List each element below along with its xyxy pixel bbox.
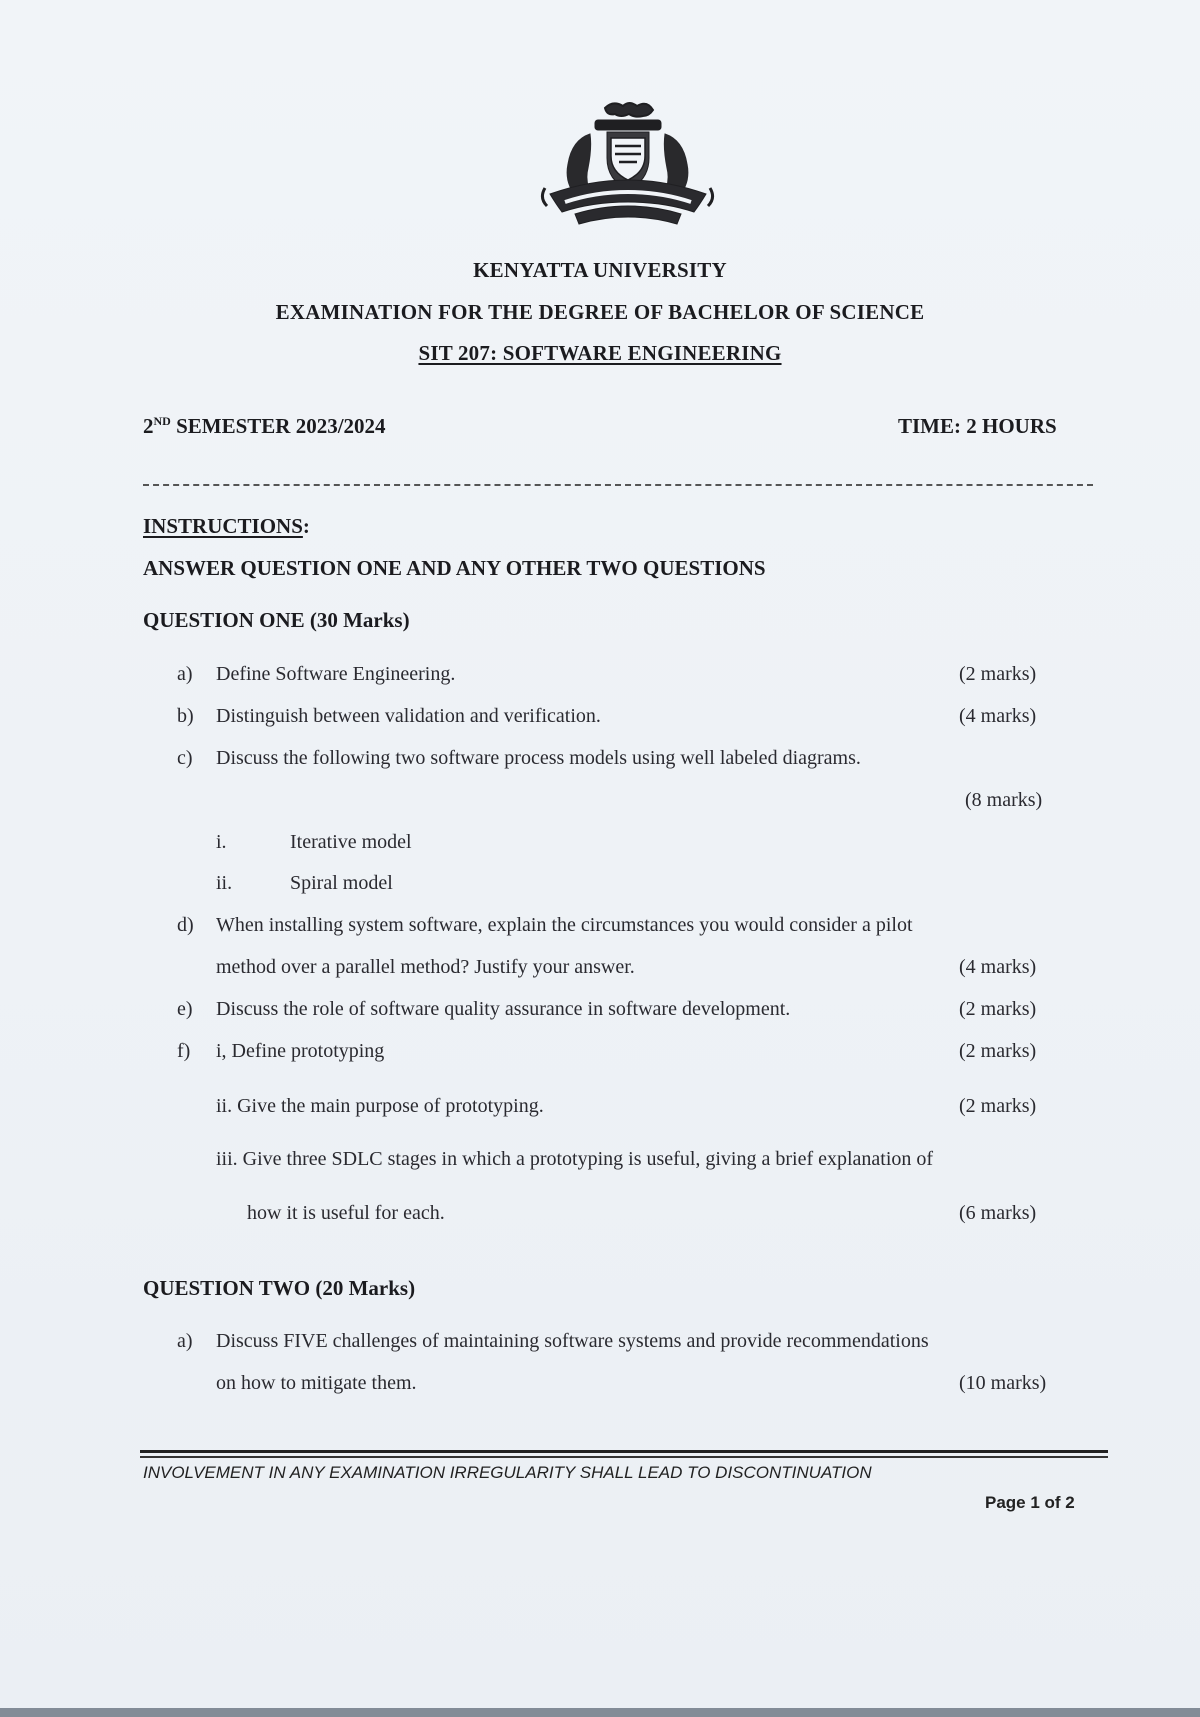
- q1f-i-text: i, Define prototyping: [216, 1040, 385, 1062]
- q1a-label: a): [177, 663, 193, 685]
- instructions-colon: :: [302, 514, 310, 538]
- course-title: [0, 341, 1200, 366]
- q1f-iii-line1: iii. Give three SDLC stages in which a prototyping is useful, giving a brief explanation of: [216, 1148, 934, 1170]
- q1d-line1: When installing system software, explain the circumstances you would consider a pilot: [216, 914, 913, 936]
- q1b-text: Distinguish between validation and verification.: [216, 705, 601, 727]
- university-name: KENYATTA UNIVERSITY: [473, 258, 727, 282]
- q2a-label: a): [177, 1330, 193, 1352]
- scan-bottom-edge: [0, 1708, 1200, 1717]
- q1c-sub2-label: ii.: [216, 872, 233, 894]
- q1f-iii-marks: (6 marks): [959, 1202, 1037, 1224]
- q1c-text: Discuss the following two software process models using well labeled diagrams.: [216, 747, 861, 769]
- instructions-heading: [143, 514, 310, 539]
- course-title-text: SIT 207: SOFTWARE ENGINEERING: [418, 341, 782, 365]
- q1f-i-marks: (2 marks): [959, 1040, 1037, 1062]
- q1a-text: Define Software Engineering.: [216, 663, 456, 685]
- exam-title: EXAMINATION FOR THE DEGREE OF BACHELOR OF SCIENCE: [275, 300, 925, 324]
- semester-suffix: ND: [153, 414, 171, 428]
- dashed-divider: [143, 484, 1093, 486]
- q1b-marks: (4 marks): [959, 705, 1037, 727]
- semester-text: SEMESTER 2023/2024: [170, 414, 386, 438]
- question-one-title: QUESTION ONE (30 Marks): [143, 608, 410, 632]
- q1d-line2: method over a parallel method? Justify your answer.: [216, 956, 635, 978]
- instructions-text: ANSWER QUESTION ONE AND ANY OTHER TWO QUESTIONS: [143, 556, 766, 580]
- q1f-ii-marks: (2 marks): [959, 1095, 1037, 1117]
- footer-rule-thin: [140, 1456, 1108, 1458]
- q1b-label: b): [177, 705, 194, 727]
- q1c-label: c): [177, 747, 193, 769]
- footer-warning: INVOLVEMENT IN ANY EXAMINATION IRREGULARITY SHALL LEAD TO DISCONTINUATION: [143, 1463, 872, 1482]
- q1c-marks: (8 marks): [965, 789, 1043, 811]
- q1f-ii-text: ii. Give the main purpose of prototyping.: [216, 1095, 544, 1117]
- semester-label: [143, 414, 386, 439]
- semester-number: 2: [143, 414, 154, 438]
- instructions-heading-text: INSTRUCTIONS: [143, 514, 303, 538]
- q2a-marks: (10 marks): [959, 1372, 1047, 1394]
- q1d-label: d): [177, 914, 194, 936]
- q1c-sub2-text: Spiral model: [290, 872, 393, 894]
- q1c-sub1-text: Iterative model: [290, 831, 412, 853]
- q1f-iii-line2: how it is useful for each.: [247, 1202, 445, 1224]
- q1f-label: f): [177, 1040, 191, 1062]
- q1e-label: e): [177, 998, 193, 1020]
- university-crest-logo: [535, 98, 720, 238]
- q1e-marks: (2 marks): [959, 998, 1037, 1020]
- page-number: Page 1 of 2: [985, 1493, 1075, 1512]
- q2a-line2: on how to mitigate them.: [216, 1372, 417, 1394]
- exam-duration: TIME: 2 HOURS: [898, 414, 1057, 438]
- question-two-title: QUESTION TWO (20 Marks): [143, 1276, 416, 1300]
- q1a-marks: (2 marks): [959, 663, 1037, 685]
- q1e-text: Discuss the role of software quality assurance in software development.: [216, 998, 791, 1020]
- q1c-sub1-label: i.: [216, 831, 227, 853]
- q1d-marks: (4 marks): [959, 956, 1037, 978]
- q2a-line1: Discuss FIVE challenges of maintaining software systems and provide recommendations: [216, 1330, 929, 1352]
- footer-rule-thick: [140, 1450, 1108, 1453]
